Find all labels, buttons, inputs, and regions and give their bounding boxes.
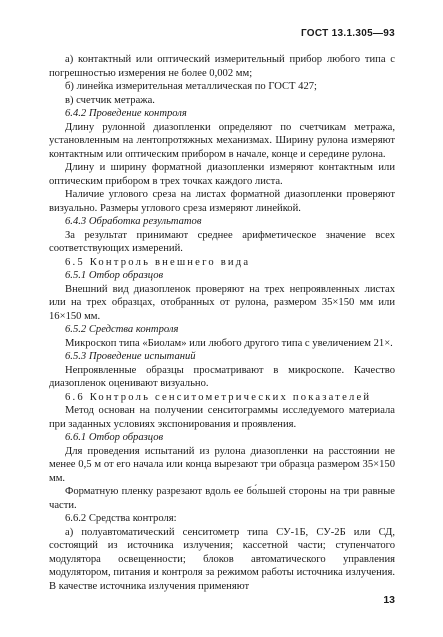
section-heading-6-6: 6.6 Контроль сенситометрических показателей xyxy=(65,391,372,403)
paragraph-item-a: а) контактный или оптический измерительный прибор любого типа с погрешностью измерения не более 0,002 мм; xyxy=(49,54,395,79)
document-header: ГОСТ 13.1.305—93 xyxy=(300,28,395,39)
paragraph-item-b: б) линейка измерительная металлическая по ГОСТ 427; xyxy=(65,81,317,92)
paragraph-item-c: в) счетчик метража. xyxy=(65,94,155,106)
section-heading-6-5: 6.5 Контроль внешнего вида xyxy=(65,256,251,268)
section-heading-6-4-3: 6.4.3 Обработка результатов xyxy=(65,216,202,227)
section-heading-6-5-3: 6.5.3 Проведение испытаний xyxy=(65,351,196,362)
paragraph: Внешний вид диазопленок проверяют на трех непроявленных листах или на трех образцах, отобранных от рулона, размером 35×150 мм или 16×150 мм. xyxy=(49,283,395,322)
section-heading-6-6-2: 6.6.2 Средства контроля: xyxy=(65,513,177,524)
paragraph: Для проведения испытаний из рулона диазопленки на расстоянии не менее 0,5 м от его начала или конца вырезают три образца размером 35×150 мм. xyxy=(49,445,395,484)
paragraph: Длину рулонной диазопленки определяют по счетчикам метража, установленным на лентопротяжных механизмах. Ширину рулона измеряют контактным или оптическим прибором в начале, конце и середине рулона. xyxy=(49,121,395,160)
section-heading-6-4-2: 6.4.2 Проведение контроля xyxy=(65,108,187,119)
paragraph-item-a: а) полуавтоматический сенситометр типа СУ-1Б, СУ-2Б или СД, состоящий из источника излучения; кассетной части; ступенчатого модулятора освещенности; блоков автоматического управления модулятором, питания и контроля за режимом работы источника излучения. В качестве источника излучения применяют xyxy=(49,526,395,592)
paragraph: Метод основан на получении сенситограммы исследуемого материала при заданных условиях экспонирования и проявления. xyxy=(49,405,395,430)
section-heading-6-5-1: 6.5.1 Отбор образцов xyxy=(65,270,164,281)
paragraph: Непроявленные образцы просматривают в микроскопе. Качество диазопленок оценивают визуально. xyxy=(49,364,395,389)
document-body xyxy=(49,53,395,593)
paragraph: За результат принимают среднее арифметическое значение всех соответствующих измерений. xyxy=(49,229,395,254)
paragraph: Форматную пленку разрезают вдоль ее бо́льшей стороны на три равные части. xyxy=(49,486,395,511)
page-number: 13 xyxy=(383,593,395,606)
paragraph: Микроскоп типа «Биолам» или любого другого типа с увеличением 21×. xyxy=(65,337,393,349)
paragraph: Длину и ширину форматной диазопленки измеряют контактным или оптическим прибором в трех точках каждого листа. xyxy=(49,162,395,187)
section-heading-6-6-1: 6.6.1 Отбор образцов xyxy=(65,432,164,443)
section-heading-6-5-2: 6.5.2 Средства контроля xyxy=(65,324,179,335)
paragraph: Наличие углового среза на листах форматной диазопленки проверяют визуально. Размеры углового среза измеряют линейкой. xyxy=(49,189,395,214)
